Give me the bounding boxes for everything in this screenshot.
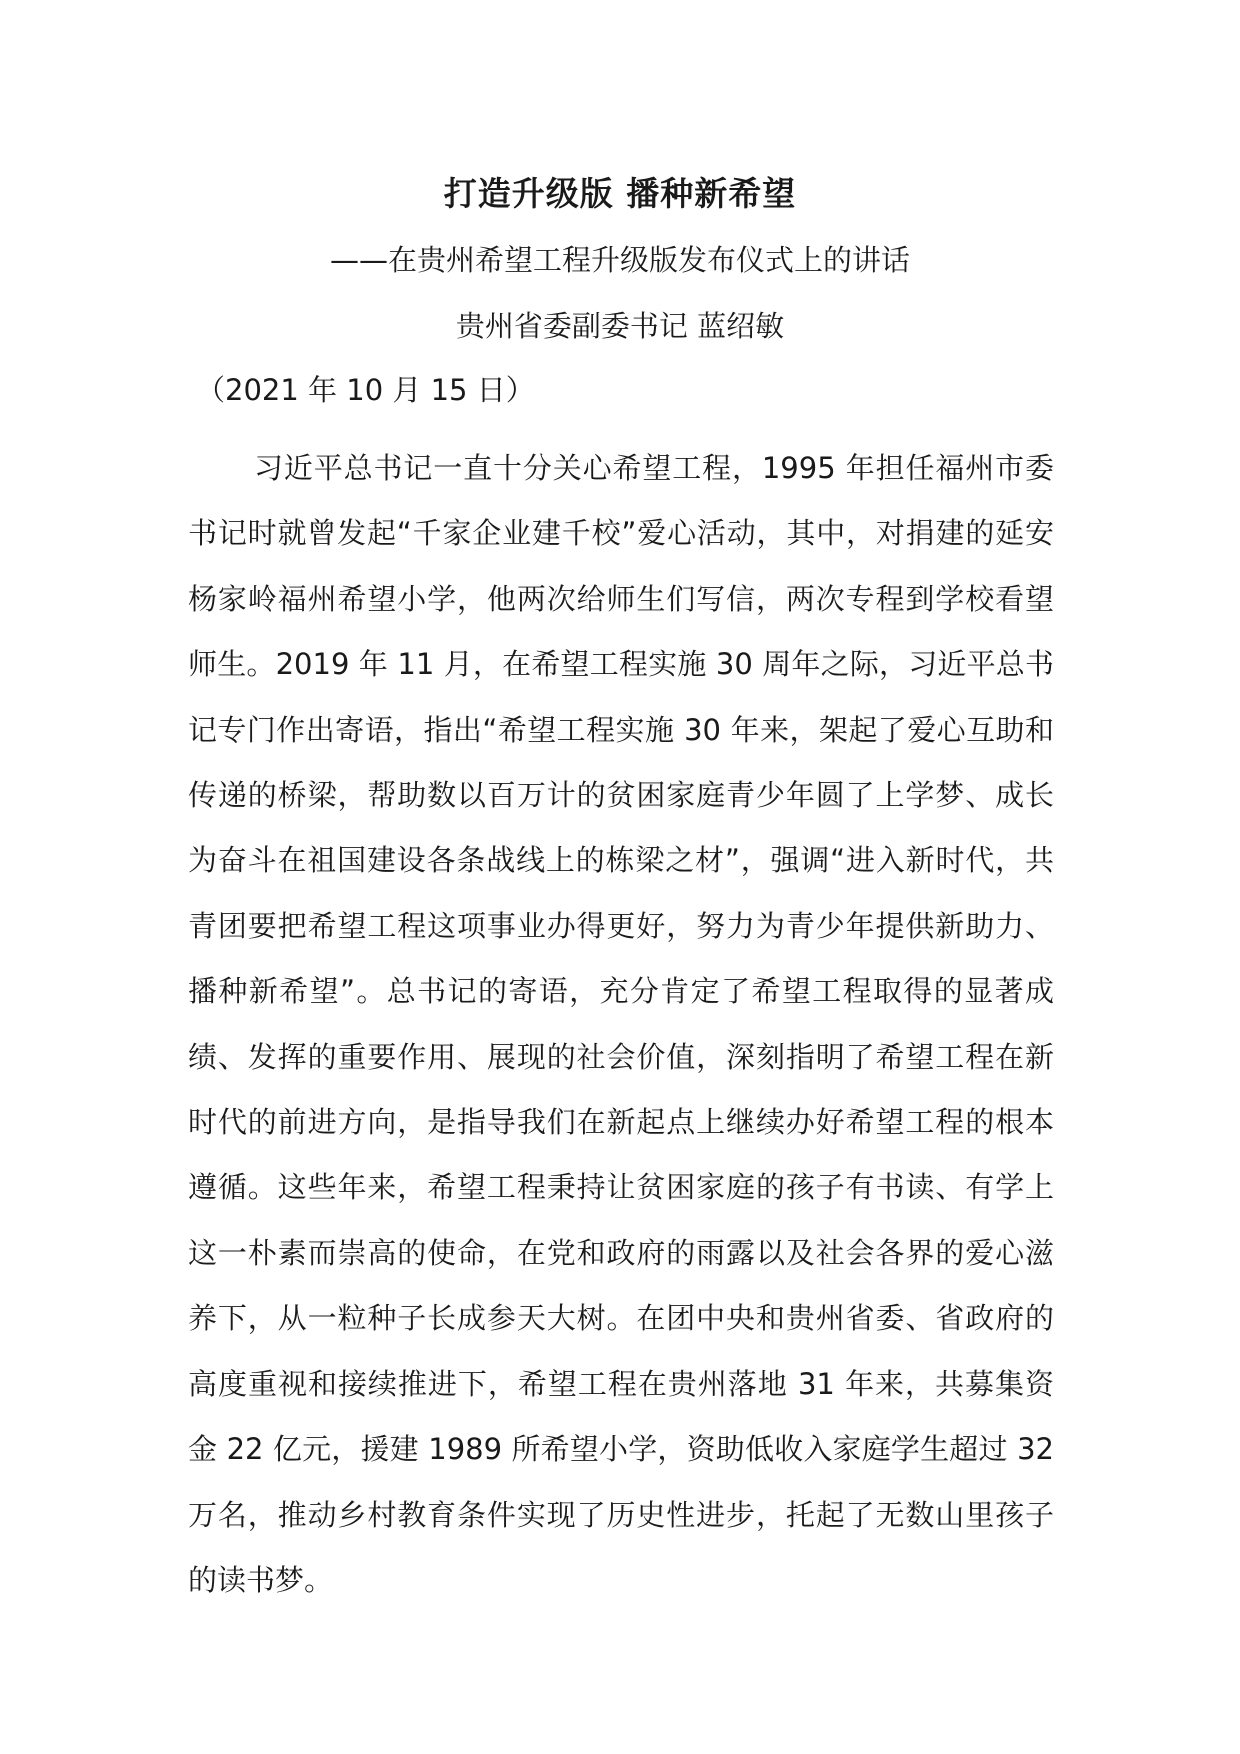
document-title: 打造升级版 播种新希望 xyxy=(443,174,797,213)
document-date: （2021 年 10 月 15 日） xyxy=(196,373,535,407)
document-subtitle: ——在贵州希望工程升级版发布仪式上的讲话 xyxy=(329,243,910,277)
document-author: 贵州省委副委书记 蓝绍敏 xyxy=(455,309,785,343)
body-paragraph: 习近平总书记一直十分关心希望工程，1995 年担任福州市委书记时就曾发起“千家企业建千校”爱心活动，其中，对捐建的延安杨家岭福州希望小学，他两次给师生们写信，两次专程到学校看望师生。2019 年 11 月，在希望工程实施 30 周年之际，习近平总书记专门作出寄语，指出“希望工程实施 30 年来，架起了爱心互助和传递的桥梁，帮助数以百万计的贫困家庭青少年圆了上学梦、成长为奋斗在祖国建设各条战线上的栋梁之材”，强调“进入新时代，共青团要把希望工程这项事业办得更好，努力为青少年提供新助力、播种新希望”。总书记的寄语，充分肯定了希望工程取得的显著成绩、发挥的重要作用、展现的社会价值，深刻指明了希望工程在新时代的前进方向，是指导我们在新起点上继续办好希望工程的根本遵循。这些年来，希望工程秉持让贫困家庭的孩子有书读、有学上这一朴素而崇高的使命，在党和政府的雨露以及社会各界的爱心滋养下，从一粒种子长成参天大树。在团中央和贵州省委、省政府的高度重视和接续推进下，希望工程在贵州落地 31 年来，共募集资金 22 亿元，援建 1989 所希望小学，资助低收入家庭学生超过 32 万名，推动乡村教育条件实现了历史性进步，托起了无数山里孩子的读书梦。 xyxy=(188,451,1054,1597)
